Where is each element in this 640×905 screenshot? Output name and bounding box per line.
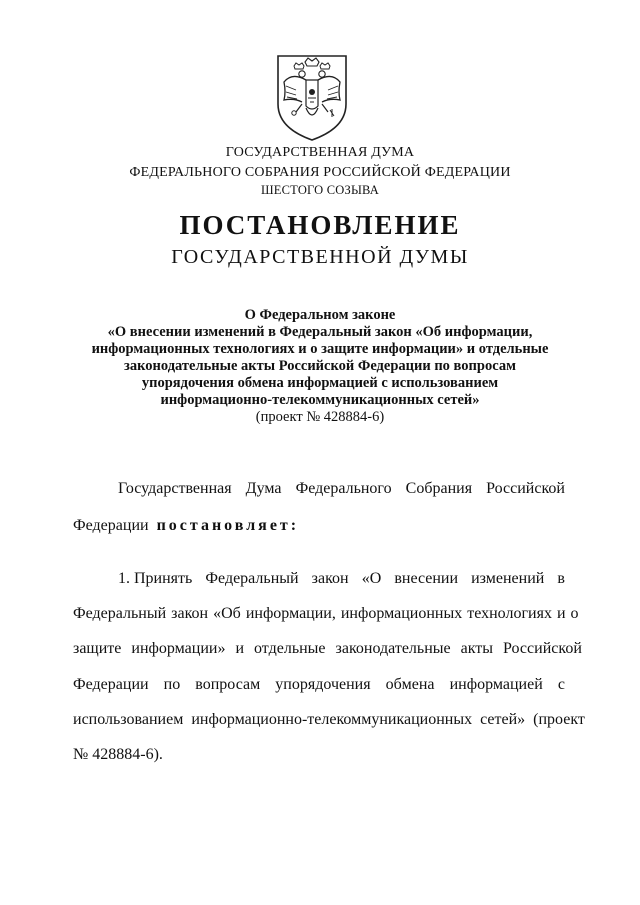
item1-word: изменений — [471, 570, 545, 587]
item1-line-6 — [73, 746, 163, 764]
topic-line: «О внесении изменений в Федеральный закон «Об информации, — [107, 324, 533, 340]
header-line-1: ГОСУДАРСТВЕННАЯ ДУМА — [225, 145, 415, 160]
preamble-word: Российской — [486, 480, 565, 497]
preamble-federation: Федерации — [73, 517, 149, 534]
topic-line: информационно-телекоммуникационных сетей» — [160, 392, 480, 408]
item1-text: использованием информационно-телекоммуникационных сетей» (проект — [73, 711, 585, 728]
document-title: ПОСТАНОВЛЕНИЕ — [179, 210, 461, 240]
item1-line-3 — [73, 640, 582, 658]
item1-line-1 — [118, 570, 565, 588]
preamble-action: постановляет: — [156, 517, 300, 534]
item1-word: обмена — [385, 676, 435, 693]
topic-line: упорядочения обмена информацией с использованием — [141, 375, 499, 391]
topic-line: информационных технологиях и о защите информации» и отдельные — [91, 341, 549, 357]
document-subtitle: ГОСУДАРСТВЕННОЙ ДУМЫ — [171, 246, 469, 268]
preamble-line-1 — [118, 480, 565, 498]
item1-word: «О — [361, 570, 382, 587]
item1-text: защите информации» и отдельные законодательные акты Российской — [73, 640, 582, 657]
preamble-word: Собрания — [405, 480, 473, 497]
item1-line-5 — [73, 711, 585, 729]
item1-line-4 — [73, 676, 565, 694]
item1-word: внесении — [394, 570, 459, 587]
coat-of-arms-emblem — [272, 52, 352, 142]
item1-word: вопросам — [195, 676, 261, 693]
item1-word: по — [163, 676, 181, 693]
item1-word: с — [557, 676, 565, 693]
item1-word: упорядочения — [275, 676, 371, 693]
item1-word: Федерации — [73, 676, 149, 693]
item1-line-2 — [73, 605, 579, 623]
header-line-3: ШЕСТОГО СОЗЫВА — [260, 183, 380, 197]
preamble-word: Дума — [245, 480, 282, 497]
item1-word: в — [557, 570, 565, 587]
resolution-topic — [0, 307, 640, 426]
preamble-word: Федерального — [295, 480, 392, 497]
item1-text: Федеральный закон «Об информации, информационных технологиях и о — [73, 605, 579, 622]
preamble-word: Государственная — [118, 480, 232, 497]
item1-word: информацией — [449, 676, 543, 693]
item1-text: № 428884-6). — [73, 746, 163, 763]
topic-line: О Федеральном законе — [244, 307, 396, 323]
preamble-line-2 — [73, 517, 299, 535]
topic-line: законодательные акты Российской Федерации по вопросам — [124, 358, 516, 374]
item1-word: закон — [311, 570, 349, 587]
header-line-2: ФЕДЕРАЛЬНОГО СОБРАНИЯ РОССИЙСКОЙ ФЕДЕРАЦИИ — [129, 165, 511, 180]
project-number: (проект № 428884-6) — [255, 409, 385, 425]
item1-word: 1. Принять — [118, 570, 193, 587]
item1-word: Федеральный — [205, 570, 299, 587]
